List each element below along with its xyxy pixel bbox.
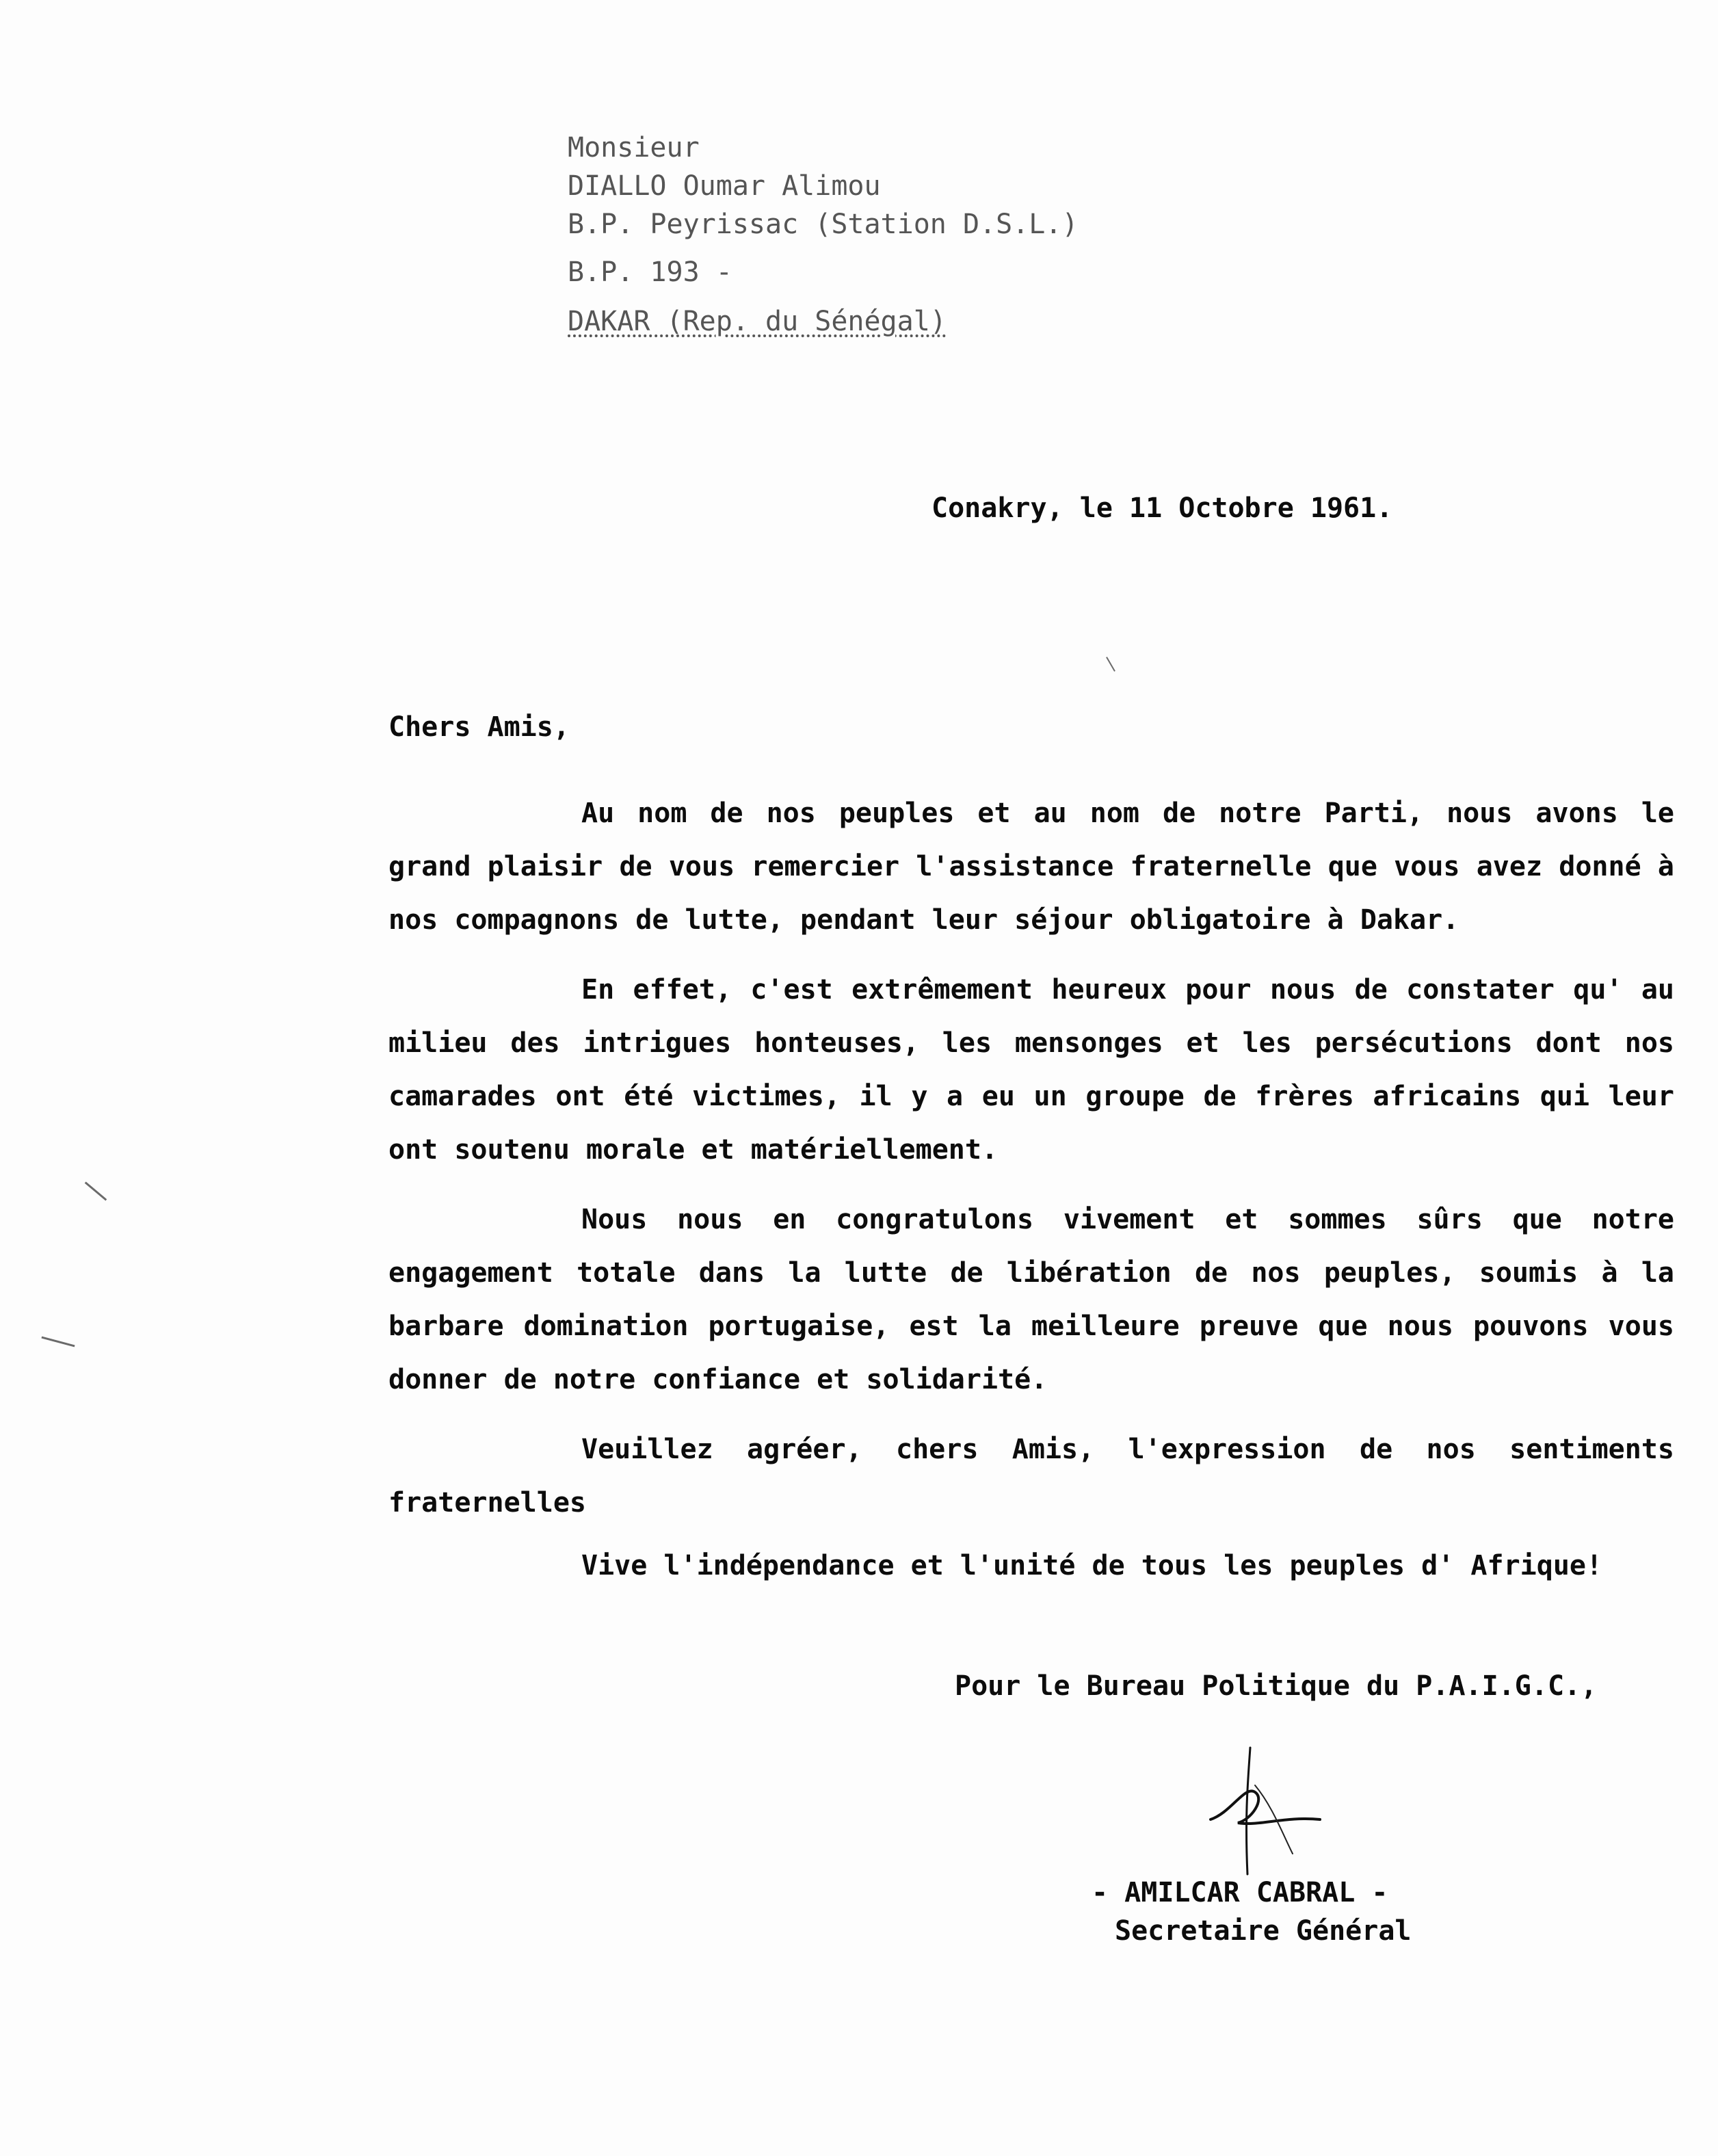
address-line-2: DIALLO Oumar Alimou bbox=[568, 170, 881, 202]
paragraph-1: Au nom de nos peuples et au nom de notre Parti, nous avons le grand plaisir de vous remercier l'assistance fraternelle que vous avez donné à nos compagnons de lutte, pendant leur séjour obligatoire à Dakar. bbox=[388, 798, 1674, 936]
address-line-4: B.P. 193 - bbox=[568, 257, 732, 288]
paper-mark bbox=[1106, 657, 1115, 672]
letter-body bbox=[388, 787, 1674, 1562]
address-line-5: DAKAR (Rep. du Sénégal) bbox=[568, 306, 947, 337]
paragraph-4: Veuillez agréer, chers Amis, l'expression de nos sentiments fraternelles bbox=[388, 1434, 1674, 1519]
paragraph-3: Nous nous en congratulons vivement et sommes sûrs que notre engagement totale dans la lutte de libération de nos peuples, soumis à la barbare domination portugaise, est la meilleure preuve que nous pouvons vous donner de notre confiance et solidarité. bbox=[388, 1204, 1674, 1395]
handwritten-signature bbox=[1190, 1744, 1340, 1881]
closing-slogan: Vive l'indépendance et l'unité de tous les peuples d' Afrique! bbox=[581, 1550, 1603, 1581]
letter-date: Conakry, le 11 Octobre 1961. bbox=[931, 492, 1393, 524]
address-line-1: Monsieur bbox=[568, 132, 700, 163]
paragraph-2: En effet, c'est extrêmement heureux pour nous de constater qu' au milieu des intrigues honteuses, les mensonges et les persécutions dont nos camarades ont été victimes, il y a eu un groupe de frères africains qui leur ont soutenu morale et matériellement. bbox=[388, 974, 1674, 1166]
salutation: Chers Amis, bbox=[388, 711, 570, 743]
signoff-line: Pour le Bureau Politique du P.A.I.G.C., bbox=[955, 1670, 1598, 1702]
address-line-3: B.P. Peyrissac (Station D.S.L.) bbox=[568, 209, 1079, 240]
recipient-address bbox=[568, 129, 1079, 341]
paper-mark bbox=[85, 1181, 107, 1200]
paper-mark bbox=[41, 1337, 75, 1348]
signatory-name: - AMILCAR CABRAL - bbox=[1092, 1877, 1388, 1908]
signatory-title: Secretaire Général bbox=[1115, 1915, 1412, 1947]
